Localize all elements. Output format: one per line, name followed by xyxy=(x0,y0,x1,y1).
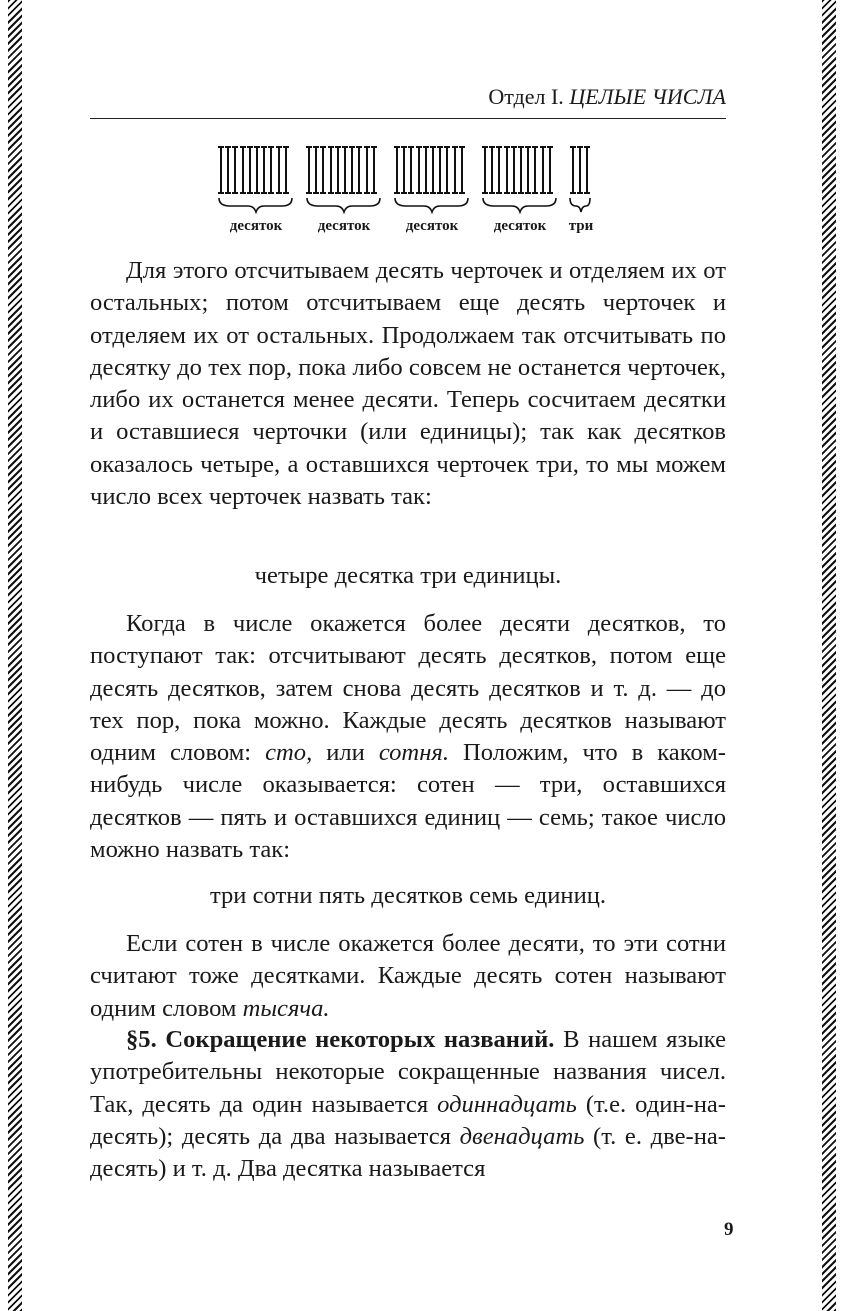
paragraph-1: Для этого отсчитываем десять черточек и отделяем их от остальных; потом отсчитываем еще десять черточек и отделяем их от остальных. Продолжаем так отсчитывать по десятку до тех пор, пока либо совсем не останется черточек, либо их останется менее десяти. Теперь сосчитаем десятки и оставшиеся черточки (или единицы); так как десятков оказалось четыре, а оставшихся черточек три, то мы можем число всех черточек назвать так: xyxy=(90,257,726,511)
tally-mark xyxy=(373,146,375,194)
tally-mark xyxy=(234,146,236,194)
tally-mark xyxy=(263,146,265,194)
tally-mark xyxy=(491,146,493,194)
tally-label: десяток xyxy=(493,218,547,234)
tally-label: десяток xyxy=(405,218,459,234)
tally-mark xyxy=(542,146,544,194)
tally-mark xyxy=(513,146,515,194)
tally-mark xyxy=(572,146,574,194)
tally-mark xyxy=(410,146,412,194)
tally-mark xyxy=(220,146,222,194)
italic-term: тысяча. xyxy=(242,994,330,1022)
tally-mark xyxy=(242,146,244,194)
text-run: В нашем языке употребительны некоторые сокращенные названия чисел. Так, десять да один называется xyxy=(90,1026,726,1118)
decorative-border-right xyxy=(822,0,836,1311)
header-title: ЦЕЛЫЕ ЧИСЛА xyxy=(569,84,726,109)
tally-mark xyxy=(278,146,280,194)
tally-mark xyxy=(520,146,522,194)
tally-mark xyxy=(285,146,287,194)
tally-mark xyxy=(461,146,463,194)
tally-label: десяток xyxy=(317,218,371,234)
tally-mark xyxy=(270,146,272,194)
tally-mark xyxy=(337,146,339,194)
tally-mark xyxy=(396,146,398,194)
tally-mark xyxy=(454,146,456,194)
tally-label: три xyxy=(568,218,594,234)
paragraph-3 xyxy=(90,928,726,1025)
tally-label: десяток xyxy=(229,218,283,234)
italic-term: одиннадцать xyxy=(437,1090,577,1118)
tally-mark xyxy=(549,146,551,194)
page-number: 9 xyxy=(724,1219,734,1240)
centered-formula-1: четыре десятка три единицы. xyxy=(254,562,562,589)
tally-mark xyxy=(227,146,229,194)
tally-mark xyxy=(403,146,405,194)
tally-mark xyxy=(315,146,317,194)
section-heading: §5. Сокращение некоторых названий. xyxy=(126,1026,555,1053)
centered-formula-2: три сотни пять десятков семь единиц. xyxy=(209,882,607,909)
tally-mark xyxy=(439,146,441,194)
tally-mark xyxy=(446,146,448,194)
tally-mark xyxy=(534,146,536,194)
tally-mark xyxy=(425,146,427,194)
tally-mark xyxy=(344,146,346,194)
tally-mark xyxy=(308,146,310,194)
italic-term: сто, xyxy=(265,739,313,767)
tally-mark xyxy=(330,146,332,194)
tally-mark xyxy=(484,146,486,194)
text-run: Если сотен в числе окажется более десяти, то эти сотни считают тоже десятками. Каждые десять сотен называют одним словом xyxy=(90,930,726,1022)
tally-mark xyxy=(366,146,368,194)
paragraph-2 xyxy=(90,608,726,866)
tally-mark xyxy=(506,146,508,194)
tally-diagram xyxy=(218,146,608,246)
tally-mark xyxy=(432,146,434,194)
tally-mark xyxy=(256,146,258,194)
tally-mark xyxy=(527,146,529,194)
tally-mark xyxy=(249,146,251,194)
tally-mark xyxy=(322,146,324,194)
tally-mark xyxy=(586,146,588,194)
text-run: Положим, что в каком-нибудь числе оказывается: сотен — три, оставшихся десятков — пять и оставшихся единиц — семь; такое число можно назвать так: xyxy=(90,739,726,864)
tally-mark xyxy=(418,146,420,194)
tally-mark xyxy=(351,146,353,194)
italic-term: двенадцать xyxy=(459,1122,585,1150)
tally-mark xyxy=(358,146,360,194)
text-run: или xyxy=(312,739,379,767)
paragraph-4 xyxy=(90,1024,726,1185)
text-run: Когда в числе окажется более десяти десятков, то поступают так: отсчитывают десять десятков, потом еще десять десятков, затем снова десять десятков и т. д. — до тех пор, пока можно. Каждые десять десятков называют одним словом: xyxy=(90,610,726,767)
decorative-border-left xyxy=(8,0,22,1311)
tally-mark xyxy=(579,146,581,194)
tally-mark xyxy=(498,146,500,194)
text-run: (т. е. две-на-десять) и т. д. Два десятка называется xyxy=(90,1122,726,1183)
running-header xyxy=(90,84,726,119)
header-section: Отдел I. xyxy=(488,84,564,109)
italic-term: сотня. xyxy=(378,739,449,767)
text-run: (т.е. один-на-десять); десять да два называется xyxy=(90,1090,726,1150)
